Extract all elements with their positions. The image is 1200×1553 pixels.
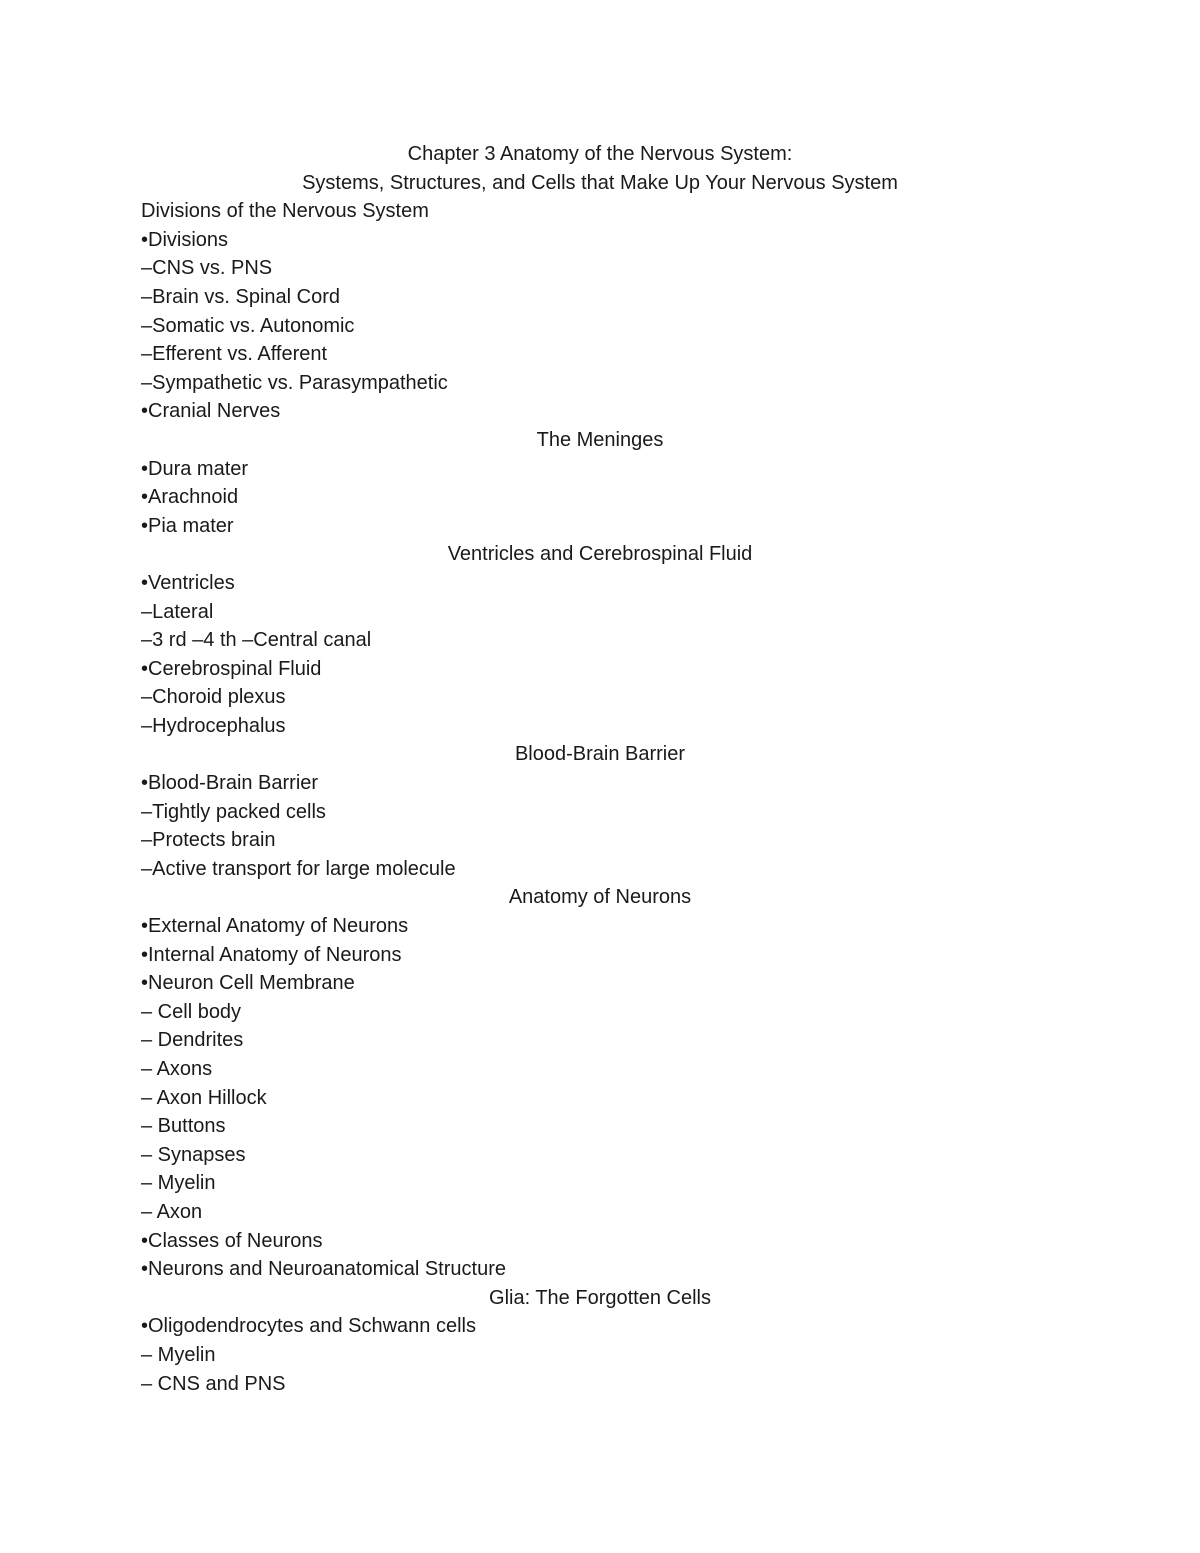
outline-subitem: – Axon — [141, 1200, 203, 1223]
section-heading: Divisions of the Nervous System — [141, 200, 429, 223]
outline-item: •Dura mater — [141, 457, 249, 480]
outline-item: •Neuron Cell Membrane — [141, 972, 355, 995]
outline-subitem: –Brain vs. Spinal Cord — [141, 285, 340, 308]
outline-subitem: –Choroid plexus — [141, 686, 286, 709]
outline-item: •Blood-Brain Barrier — [141, 772, 319, 795]
outline-subitem: –Sympathetic vs. Parasympathetic — [141, 371, 448, 394]
outline-subitem: – Dendrites — [141, 1029, 244, 1052]
outline-item: •Cerebrospinal Fluid — [141, 657, 322, 680]
outline-item: •Internal Anatomy of Neurons — [141, 943, 402, 966]
outline-item: •Oligodendrocytes and Schwann cells — [141, 1315, 476, 1338]
section-heading: The Meninges — [536, 428, 664, 451]
outline-item: •Ventricles — [141, 571, 235, 594]
outline-subitem: –CNS vs. PNS — [141, 257, 273, 280]
outline-subitem: –Lateral — [141, 600, 214, 623]
outline-subitem: –Active transport for large molecule — [141, 857, 456, 880]
document-subtitle: Systems, Structures, and Cells that Make Up Your Nervous System — [302, 171, 898, 194]
section-heading: Glia: The Forgotten Cells — [489, 1286, 711, 1309]
outline-subitem: – Buttons — [141, 1115, 226, 1138]
outline-subitem: –Protects brain — [141, 829, 276, 852]
outline-item: •Divisions — [141, 228, 229, 251]
section-heading: Blood-Brain Barrier — [514, 743, 686, 766]
section-heading: Ventricles and Cerebrospinal Fluid — [447, 543, 753, 566]
document-title: Chapter 3 Anatomy of the Nervous System: — [407, 143, 793, 165]
outline-list — [141, 197, 1059, 1398]
outline-subitem: – Myelin — [141, 1343, 216, 1366]
outline-item: •Pia mater — [141, 514, 234, 537]
outline-item: •Arachnoid — [141, 486, 239, 509]
outline-item: •Cranial Nerves — [141, 400, 281, 423]
section-heading: Anatomy of Neurons — [508, 886, 692, 909]
outline-subitem: –Tightly packed cells — [141, 800, 326, 823]
outline-subitem: –Hydrocephalus — [141, 714, 286, 737]
outline-subitem: – CNS and PNS — [141, 1372, 286, 1395]
outline-subitem: – Synapses — [141, 1143, 246, 1166]
outline-item: •Classes of Neurons — [141, 1229, 323, 1252]
outline-subitem: – Axon Hillock — [141, 1086, 267, 1109]
outline-item: •External Anatomy of Neurons — [141, 915, 409, 938]
outline-subitem: – Cell body — [141, 1000, 242, 1023]
outline-item: •Neurons and Neuroanatomical Structure — [141, 1258, 506, 1281]
outline-subitem: –Efferent vs. Afferent — [141, 343, 328, 366]
outline-subitem: – Myelin — [141, 1172, 216, 1195]
outline-subitem: –Somatic vs. Autonomic — [141, 314, 355, 337]
outline-subitem: –3 rd –4 th –Central canal — [141, 629, 372, 652]
outline-subitem: – Axons — [141, 1058, 213, 1080]
document-body — [141, 140, 1059, 1398]
